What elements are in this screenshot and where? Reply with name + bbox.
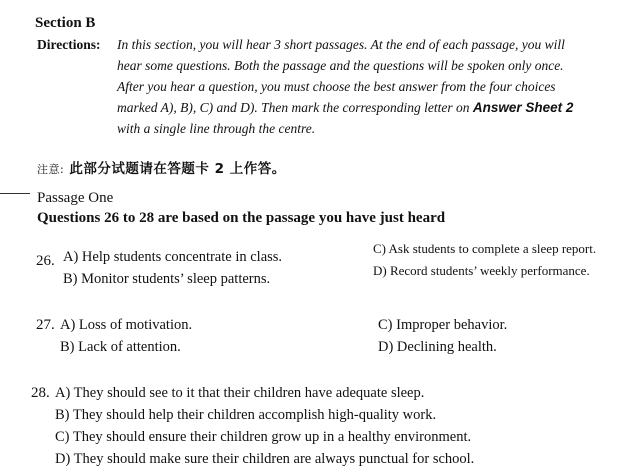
directions-line-3: After you hear a question, you must choose the best answer from the four choices [117, 79, 556, 94]
question-28-option-a: A) They should see to it that their children have adequate sleep. [55, 385, 425, 401]
note-label: 注意: [37, 163, 65, 176]
question-26-option-d: D) Record students’ weekly performance. [373, 263, 590, 278]
question-26-number: 26. [36, 253, 55, 269]
question-27-number: 27. [36, 317, 55, 333]
question-26-option-b: B) Monitor students’ sleep patterns. [63, 271, 271, 287]
directions-line-4-text: marked A), B), C) and D). Then mark the corresponding letter on [117, 100, 470, 115]
question-27-option-d: D) Declining health. [378, 339, 497, 355]
question-28-option-c: C) They should ensure their children grow up in a healthy environment. [55, 429, 472, 445]
question-26-option-a: A) Help students concentrate in class. [63, 249, 283, 265]
directions-line-2: hear some questions. Both the passage and the questions will be spoken only once. [117, 58, 564, 73]
directions-label: Directions: [37, 37, 101, 52]
question-26-option-c: C) Ask students to complete a sleep report. [373, 241, 597, 256]
section-title: Section B [35, 15, 96, 31]
note-text: 此部分试题请在答题卡 2 上作答。 [69, 161, 286, 177]
note [37, 157, 286, 177]
question-28-option-b: B) They should help their children accomplish high-quality work. [55, 407, 437, 423]
directions-line-1: In this section, you will hear 3 short passages. At the end of each passage, you will [117, 37, 565, 52]
directions-line-5: with a single line through the centre. [117, 121, 316, 136]
questions-intro: Questions 26 to 28 are based on the passage you have just heard [37, 210, 446, 226]
passage-title: Passage One [37, 190, 114, 206]
question-28-number: 28. [31, 385, 50, 401]
question-27-option-c: C) Improper behavior. [378, 317, 508, 333]
answer-sheet-label: Answer Sheet 2 [472, 100, 574, 115]
question-27-option-a: A) Loss of motivation. [60, 317, 193, 333]
question-28-option-d: D) They should make sure their children are always punctual for school. [55, 451, 475, 467]
margin-rule [0, 193, 30, 194]
directions-line-4 [117, 100, 573, 116]
question-27-option-b: B) Lack of attention. [60, 339, 181, 355]
